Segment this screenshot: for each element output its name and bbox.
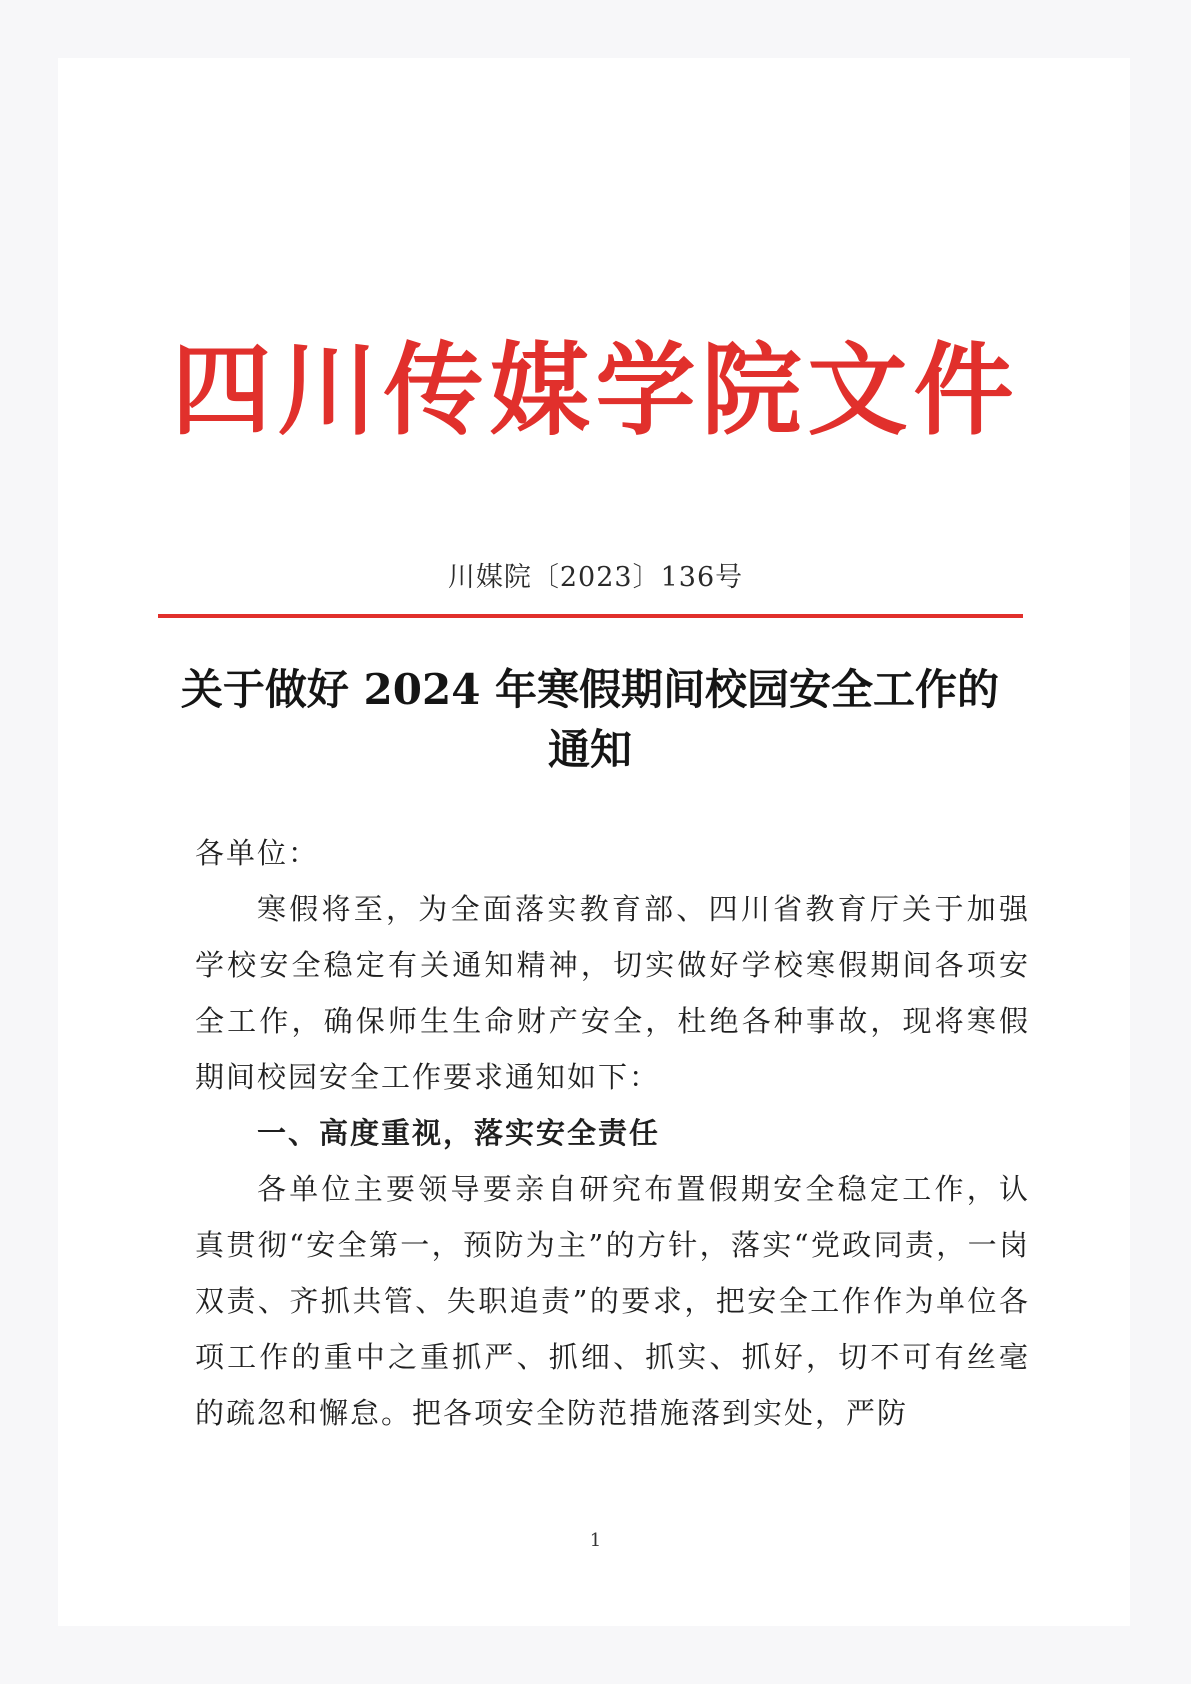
section-heading-1: 一、高度重视，落实安全责任 xyxy=(257,1116,661,1150)
paragraph-section-1: 各单位主要领导要亲自研究布置假期安全稳定工作，认真贯彻“安全第一，预防为主”的方针，落实“党政同责，一岗双责、齐抓共管、失职追责”的要求，把安全工作作为单位各项工作的重中之重抓严、抓细、抓实、抓好，切不可有丝毫的疏忽和懈怠。把各项安全防范措施落到实处，严防 xyxy=(195,1172,1030,1430)
notice-title-line-1: 关于做好 2024 年寒假期间校园安全工作的 xyxy=(180,665,1000,714)
document-number: 川媒院〔2023〕136号 xyxy=(447,562,744,593)
red-divider-line xyxy=(158,614,1023,618)
notice-title xyxy=(150,660,1030,780)
notice-title-line-2: 通知 xyxy=(547,725,632,774)
salutation: 各单位： xyxy=(195,836,320,870)
masthead-title: 四川传媒学院文件 xyxy=(171,331,1020,449)
document-body xyxy=(195,825,1030,1441)
paragraph-intro: 寒假将至，为全面落实教育部、四川省教育厅关于加强学校安全稳定有关通知精神，切实做好学校寒假期间各项安全工作，确保师生生命财产安全，杜绝各种事故，现将寒假期间校园安全工作要求通知如下： xyxy=(195,892,1030,1094)
page-number: 1 xyxy=(589,1530,602,1551)
